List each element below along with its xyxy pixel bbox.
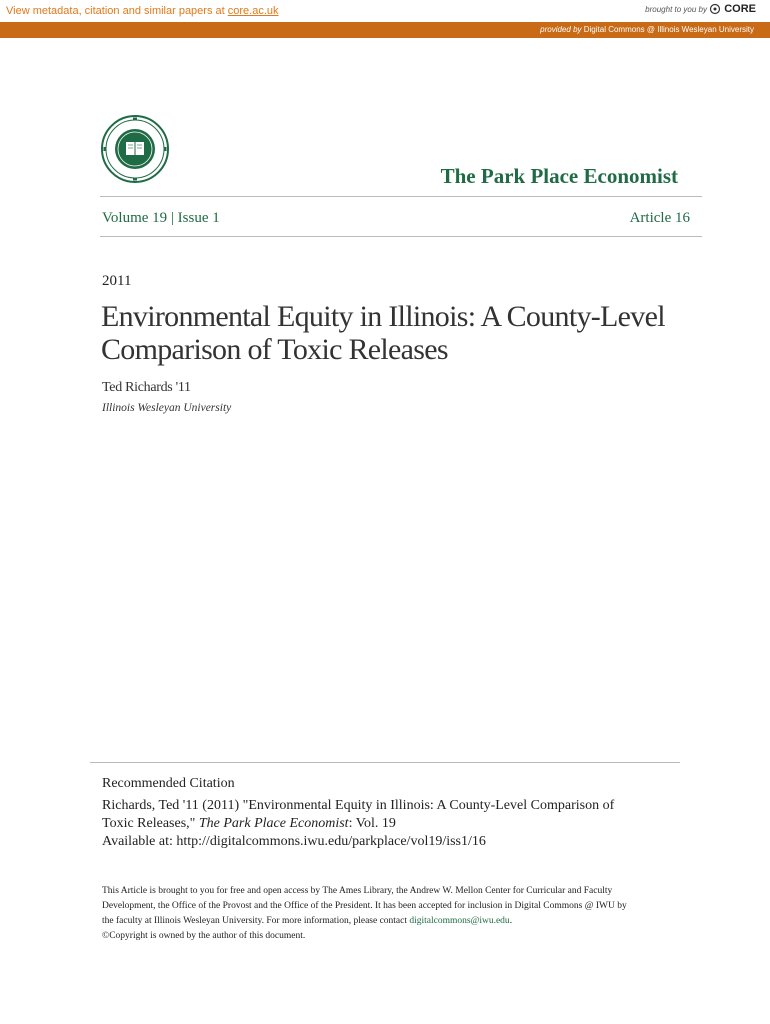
- article-number-link[interactable]: Article 16: [629, 210, 690, 226]
- core-logo-icon: [709, 3, 721, 17]
- contact-email-link[interactable]: digitalcommons@iwu.edu: [409, 916, 510, 926]
- citation-divider: [90, 762, 680, 763]
- citation-volume: : Vol. 19: [348, 816, 396, 831]
- provided-by-source: Digital Commons @ Illinois Wesleyan University: [583, 25, 754, 34]
- brought-to-you-text: brought to you by: [645, 5, 707, 15]
- article-title: Environmental Equity in Illinois: A County-Level Comparison of Toxic Releases: [101, 300, 665, 366]
- core-brand: CORE: [724, 3, 756, 16]
- access-notice-line-3: [102, 914, 682, 929]
- copyright-notice: ©Copyright is owned by the author of this document.: [102, 931, 306, 941]
- core-metadata-text: View metadata, citation and similar papers at: [6, 5, 225, 17]
- core-banner: [0, 0, 770, 22]
- publication-year: 2011: [102, 273, 132, 289]
- volume-issue-link[interactable]: Volume 19 | Issue 1: [102, 210, 220, 226]
- core-metadata-notice: [6, 5, 279, 17]
- author-affiliation: Illinois Wesleyan University: [102, 402, 232, 414]
- provided-by-text[interactable]: [540, 25, 754, 34]
- citation-line-2: [102, 815, 692, 833]
- citation-journal: The Park Place Economist: [198, 816, 349, 831]
- citation-body: [102, 797, 692, 851]
- access-notice-line-2: Development, the Office of the Provost and the Office of the President. It has been accepted for inclusion in Digital Commons @ IWU by: [102, 901, 627, 911]
- access-notice: [102, 884, 682, 944]
- provided-by-banner: [0, 22, 770, 38]
- university-seal-icon: [100, 114, 170, 184]
- core-branding[interactable]: [645, 3, 756, 17]
- citation-url[interactable]: Available at: http://digitalcommons.iwu.edu/parkplace/vol19/iss1/16: [102, 834, 486, 849]
- provided-by-prefix: provided by: [540, 25, 582, 34]
- header-divider: [100, 196, 702, 197]
- contact-period: .: [509, 916, 513, 926]
- recommended-citation-heading: Recommended Citation: [102, 776, 235, 791]
- core-link[interactable]: core.ac.uk: [227, 5, 279, 17]
- citation-line-1: Richards, Ted '11 (2011) "Environmental Equity in Illinois: A County-Level Comparison of: [102, 798, 615, 813]
- journal-title[interactable]: The Park Place Economist: [440, 164, 678, 188]
- contact-text: the faculty at Illinois Wesleyan University. For more information, please contact: [102, 916, 407, 926]
- author-name: Ted Richards '11: [102, 380, 191, 395]
- access-notice-line-1: This Article is brought to you for free and open access by The Ames Library, the Andrew W. Mellon Center for Curricular and Faculty: [102, 886, 613, 896]
- citation-title-end: Toxic Releases,": [102, 816, 196, 831]
- meta-divider: [100, 236, 702, 237]
